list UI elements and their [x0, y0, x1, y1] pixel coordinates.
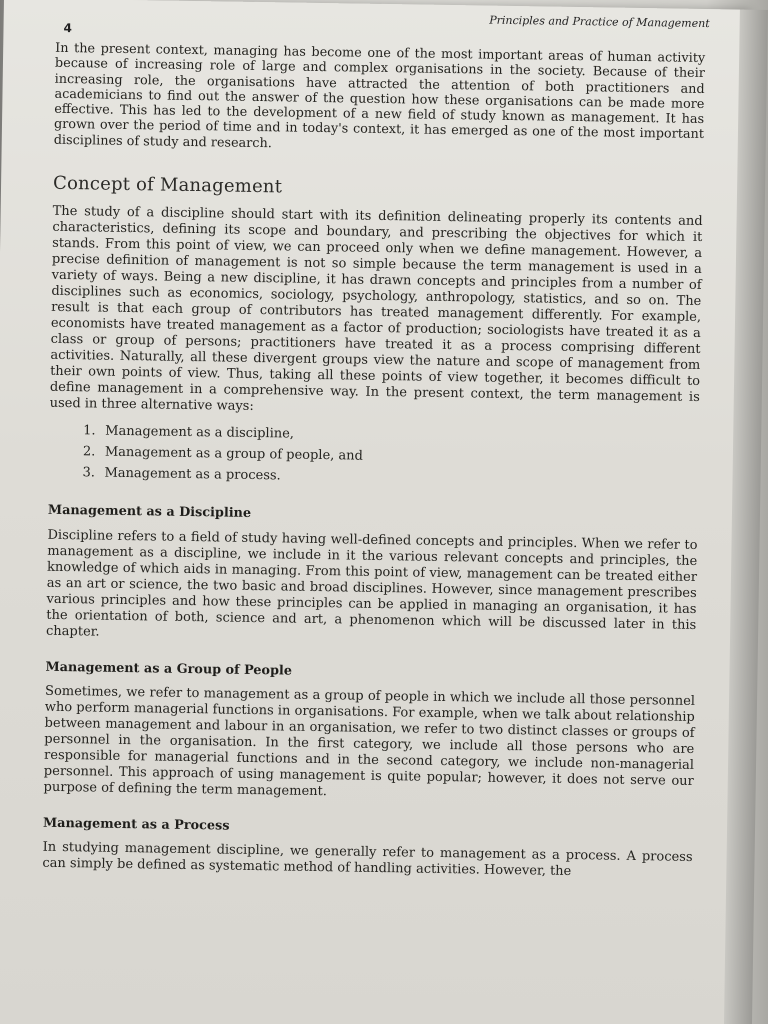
group-paragraph: Sometimes, we refer to management as a group of people in which we include all those personnel who perform managerial functions in organisations. For example, when we talk about relationship between management and labour in an organisation, we refer to two distinct classes or groups of personnel in the organisation. In the first category, we include all those persons who are responsible for managerial functions and in the second category, we include non-managerial personnel. This approach of using management is quite popular; however, it does not serve our purpose of defining the term management.	[43, 683, 696, 800]
page-header	[59, 7, 709, 41]
group-heading: Management as a Group of People	[45, 659, 293, 679]
management-ways-list	[82, 421, 699, 494]
list-number: 3.	[82, 465, 96, 481]
concept-heading: Concept of Management	[52, 172, 283, 198]
process-heading: Management as a Process	[42, 815, 230, 834]
concept-paragraph: The study of a discipline should start with its definition delineating properly its contents and characteristics, defining its scope and boundary, and prescribing the objectives for which it stands. From this point of view, we can proceed only when we define management. However, a precise definition of management is not so simple because the term management is used in a variety of ways. Being a new discipline, it has drawn concepts and principles from a number of disciplines such as economics, sociology, psychology, anthropology, statistics, and so on. The result is that each group of contributors has treated management differently. For example, economists have treated management as a factor of production; sociologists have treated it as a class or group of persons; practitioners have treated it as a process comprising different activities. Naturally, all these divergent groups view the nature and scope of management from their own points of view. Thus, taking all these points of view together, it becomes difficult to define management in a comprehensive way. In the present context, the term management is used in three alternative ways:	[49, 204, 703, 415]
list-text: Management as a process.	[104, 466, 281, 484]
list-number: 1.	[83, 423, 96, 439]
next-page-edge	[724, 10, 768, 1024]
list-text: Management as a group of people, and	[104, 445, 364, 465]
page-content	[42, 41, 705, 882]
discipline-paragraph: Discipline refers to a field of study having well-defined concepts and principles. When we refer to management as a discipline, we include in it the various relevant concepts and principles, the knowledge of which aids in managing. From this point of view, management can be treated either as an art or science, the two basic and broad disciplines. However, since management prescribes various principles and how these principles can be applied in managing an organisation, it has the orientation of both, science and art, a phenomenon which will be discussed later in this chapter.	[45, 527, 698, 640]
discipline-heading: Management as a Discipline	[47, 503, 252, 522]
page-number: 4	[63, 20, 73, 36]
intro-paragraph: In the present context, managing has become one of the most important areas of human activity because of increasing role of large and complex organisations in the society. Because of their increasing role, the organisations have attracted the attention of both practitioners and academicians to find out the answer of the question how these organisations can be made more effective. This has led to the development of a new field of study known as management. It has grown over the period of time and in today's context, it has emerged as one of the most important disciplines of study and research.	[53, 40, 706, 152]
running-title: Principles and Practice of Management	[489, 13, 710, 31]
process-paragraph: In studying management discipline, we generally refer to management as a process. A process can simply be defined as systematic method of handling activities. However, the	[42, 839, 693, 880]
list-number: 2.	[82, 444, 96, 460]
list-text: Management as a discipline,	[105, 424, 295, 442]
